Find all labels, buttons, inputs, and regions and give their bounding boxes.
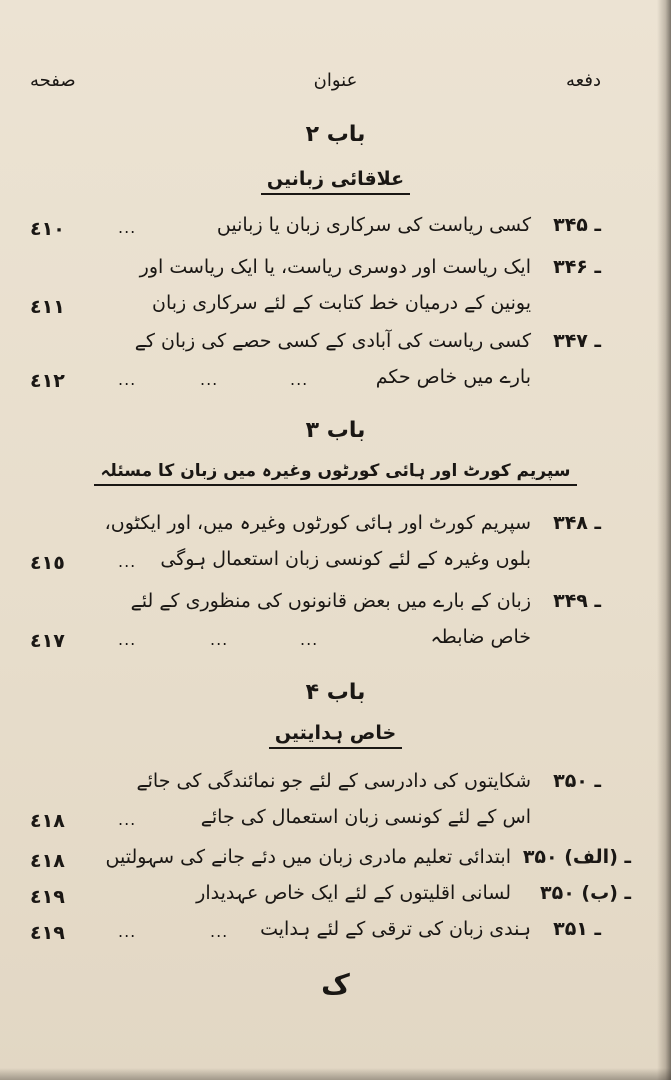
leader-dots: ...	[118, 370, 137, 389]
leader-dots: ...	[200, 370, 219, 389]
leader-dots: ...	[118, 810, 137, 829]
chapter-3-title: باب ۳	[305, 418, 366, 443]
chapter-2-subtitle	[0, 168, 671, 195]
entry-line: خاص ضابطہ	[430, 626, 531, 648]
chapter-3-subtitle-text: سپریم کورٹ اور ہائی کورٹوں وغیرہ میں زبان کا مسئلہ	[94, 460, 576, 486]
leader-dots: ...	[290, 370, 309, 389]
entry-line: کسی ریاست کی سرکاری زبان یا زبانیں	[216, 214, 531, 236]
entry-line: ایک ریاست اور دوسری ریاست، یا ایک ریاست اور	[139, 256, 531, 278]
page-bottom-shadow	[0, 1068, 671, 1080]
chapter-4-subtitle	[0, 722, 671, 749]
page-number: ٤١٠	[30, 218, 65, 240]
header-section-label: دفعه	[566, 70, 601, 91]
chapter-3-subtitle	[0, 460, 671, 486]
section-number: ۳۴۶ ـ	[553, 256, 601, 278]
leader-dots: ...	[210, 922, 229, 941]
page-number: ٤١٥	[30, 552, 65, 574]
entry-line: بارے میں خاص حکم	[375, 366, 531, 388]
chapter-2-title: باب ۲	[305, 122, 366, 147]
page-number: ٤١٢	[30, 370, 65, 392]
section-number: ۳۵۱ ـ	[553, 918, 601, 940]
page-number: ٤١١	[30, 296, 65, 318]
leader-dots: ...	[118, 630, 137, 649]
leader-dots: ...	[118, 218, 137, 237]
entry-line: زبان کے بارے میں بعض قانونوں کی منظوری کے لئے	[130, 590, 531, 612]
page-number: ٤١٨	[30, 810, 65, 832]
entry-line: بلوں وغیرہ کے لئے کونسی زبان استعمال ہوگی	[160, 548, 531, 570]
page-number: ٤١٧	[30, 630, 65, 652]
section-number: ۳۵۰ (ب) ـ	[540, 882, 631, 904]
footer-signature-mark: ک	[321, 968, 350, 1001]
chapter-4-title: باب ۴	[305, 680, 366, 705]
leader-dots: ...	[300, 630, 319, 649]
section-number: ۳۴۸ ـ	[553, 512, 601, 534]
section-number: ۳۴۹ ـ	[553, 590, 601, 612]
chapter-2-subtitle-text: علاقائی زبانیں	[261, 168, 410, 195]
entry-line: یونین کے درمیان خط کتابت کے لئے سرکاری زبان	[152, 292, 531, 314]
entry-line: سپریم کورٹ اور ہائی کورٹوں وغیرہ میں، اور ایکٹوں،	[104, 512, 531, 534]
page-edge-shadow	[657, 0, 671, 1080]
section-number: ۳۵۰ ـ	[553, 770, 601, 792]
entry-line: ہندی زبان کی ترقی کے لئے ہدایت	[260, 918, 531, 940]
leader-dots: ...	[210, 630, 229, 649]
header-title-label: عنوان	[313, 70, 358, 91]
leader-dots: ...	[118, 552, 137, 571]
entry-line: اس کے لئے کونسی زبان استعمال کی جائے	[200, 806, 531, 828]
header-page-label: صفحه	[30, 70, 76, 91]
page-number: ٤١٨	[30, 850, 65, 872]
leader-dots: ...	[118, 922, 137, 941]
entry-line: کسی ریاست کی آبادی کے کسی حصے کی زبان کے	[134, 330, 531, 352]
page-number: ٤١٩	[30, 922, 65, 944]
entry-line: لسانی اقلیتوں کے لئے ایک خاص عہدیدار	[196, 882, 511, 904]
section-number: ۳۵۰ (الف) ـ	[522, 846, 631, 868]
section-number: ۳۴۵ ـ	[553, 214, 601, 236]
entry-line: شکایتوں کی دادرسی کے لئے جو نمائندگی کی جائے	[136, 770, 531, 792]
chapter-4-subtitle-text: خاص ہدایتیں	[269, 722, 402, 749]
entry-line: ابتدائی تعلیم مادری زبان میں دئے جانے کی سہولتیں	[105, 846, 511, 868]
section-number: ۳۴۷ ـ	[553, 330, 601, 352]
page-number: ٤١٩	[30, 886, 65, 908]
